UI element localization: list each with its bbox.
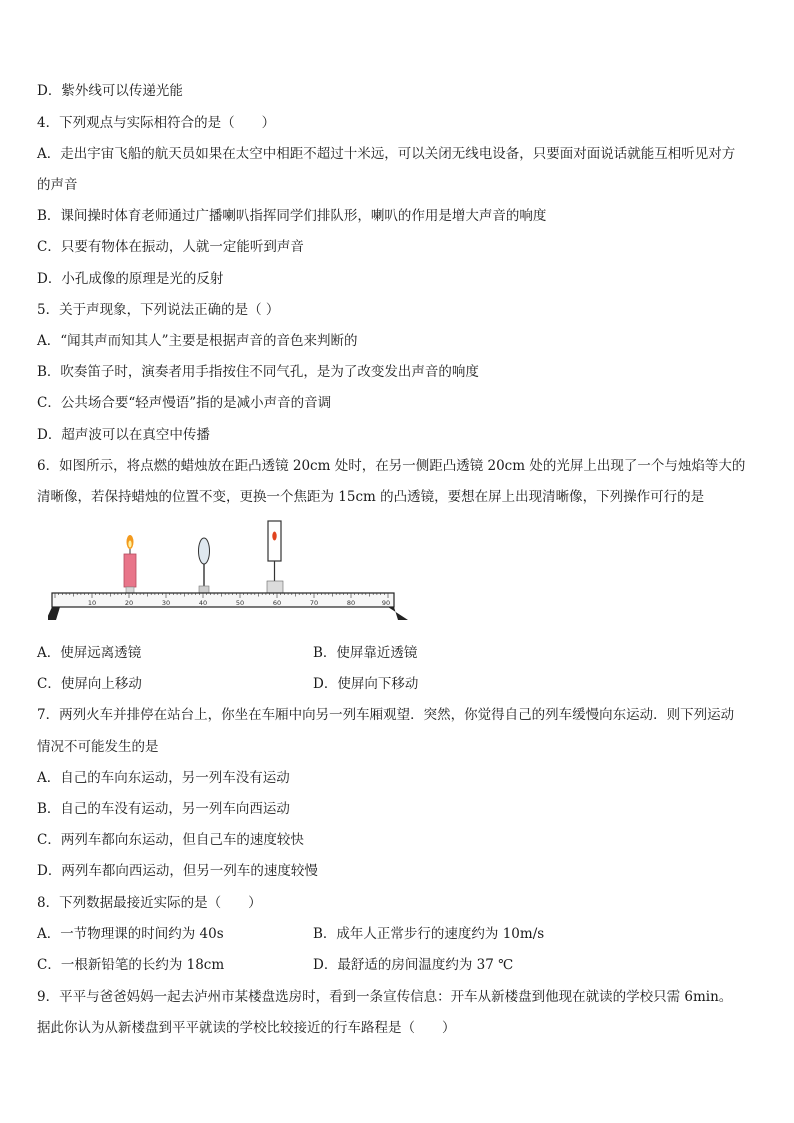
question-9-stem-cont: 据此你认为从新楼盘到平平就读的学校比较接近的行车路程是（ ） — [37, 1020, 456, 1036]
option-5c: C．公共场合要“轻声慢语”指的是减小声音的音调 — [37, 395, 332, 411]
option-4a: A．走出宇宙飞船的航天员如果在太空中相距不超过十米远，可以关闭无线电设备，只要面对面说话就能互相听见对方 — [37, 146, 736, 162]
option-4a-cont: 的声音 — [37, 177, 78, 193]
question-7-stem-cont: 情况不可能发生的是 — [37, 739, 159, 755]
option-6c: C．使屏向上移动 — [37, 676, 142, 692]
option-8d: D．最舒适的房间温度约为 37 ℃ — [313, 957, 514, 973]
option-6a: A．使屏远离透镜 — [37, 645, 142, 661]
option-7b: B．自己的车没有运动，另一列车向西运动 — [37, 801, 290, 817]
ruler-tick-label: 80 — [346, 599, 356, 607]
ruler-tick-label: 30 — [161, 599, 171, 607]
question-6-stem-cont: 清晰像，若保持蜡烛的位置不变，更换一个焦距为 15cm 的凸透镜，要想在屏上出现清晰像，下列操作可行的是 — [37, 489, 705, 505]
option-4d: D．小孔成像的原理是光的反射 — [37, 271, 224, 287]
option-5a: A．“闻其声而知其人”主要是根据声音的音色来判断的 — [37, 333, 358, 349]
option-6b: B．使屏靠近透镜 — [313, 645, 418, 661]
ruler-tick-label: 90 — [381, 599, 391, 607]
option-7c: C．两列车都向东运动，但自己车的速度较快 — [37, 832, 304, 848]
option-4c: C．只要有物体在振动，人就一定能听到声音 — [37, 239, 304, 255]
ruler-tick-label: 10 — [87, 599, 97, 607]
question-7-stem: 7．两列火车并排停在站台上，你坐在车厢中向另一列车厢观望．突然，你觉得自己的列车缓慢向东运动．则下列运动 — [37, 707, 735, 723]
question-8-stem: 8．下列数据最接近实际的是（ ） — [37, 895, 262, 911]
option-5b: B．吹奏笛子时，演奏者用手指按住不同气孔，是为了改变发出声音的响度 — [37, 364, 479, 380]
option-3d: D．紫外线可以传递光能 — [37, 83, 183, 99]
optical-bench-figure — [48, 518, 430, 642]
ruler-tick-label: 40 — [198, 599, 208, 607]
ruler-tick-label: 20 — [124, 599, 134, 607]
ruler-tick-label: 70 — [309, 599, 319, 607]
option-4b: B．课间操时体育老师通过广播喇叭指挥同学们排队形，喇叭的作用是增大声音的响度 — [37, 208, 547, 224]
option-6d: D．使屏向下移动 — [313, 676, 419, 692]
question-4-stem: 4．下列观点与实际相符合的是（ ） — [37, 115, 276, 131]
optical-bench-ruler — [48, 593, 408, 620]
convex-lens-icon — [199, 538, 210, 593]
light-screen-icon — [267, 521, 283, 593]
question-5-stem: 5．关于声现象，下列说法正确的是（ ） — [37, 302, 280, 318]
question-9-stem: 9．平平与爸爸妈妈一起去泸州市某楼盘选房时，看到一条宣传信息：开车从新楼盘到他现在就读的学校只需 6min。 — [37, 989, 733, 1005]
option-8b: B．成年人正常步行的速度约为 10m/s — [313, 926, 545, 942]
option-8a: A．一节物理课的时间约为 40s — [37, 926, 224, 942]
option-5d: D．超声波可以在真空中传播 — [37, 427, 210, 443]
option-7d: D．两列车都向西运动，但另一列车的速度较慢 — [37, 863, 318, 879]
question-6-stem: 6．如图所示，将点燃的蜡烛放在距凸透镜 20cm 处时，在另一侧距凸透镜 20cm 处的光屏上出现了一个与烛焰等大的 — [37, 458, 746, 474]
option-8c: C．一根新铅笔的长约为 18cm — [37, 957, 225, 973]
candle-icon — [124, 535, 136, 593]
option-7a: A．自己的车向东运动，另一列车没有运动 — [37, 770, 290, 786]
ruler-tick-label: 50 — [235, 599, 245, 607]
ruler-tick-label: 60 — [272, 599, 282, 607]
